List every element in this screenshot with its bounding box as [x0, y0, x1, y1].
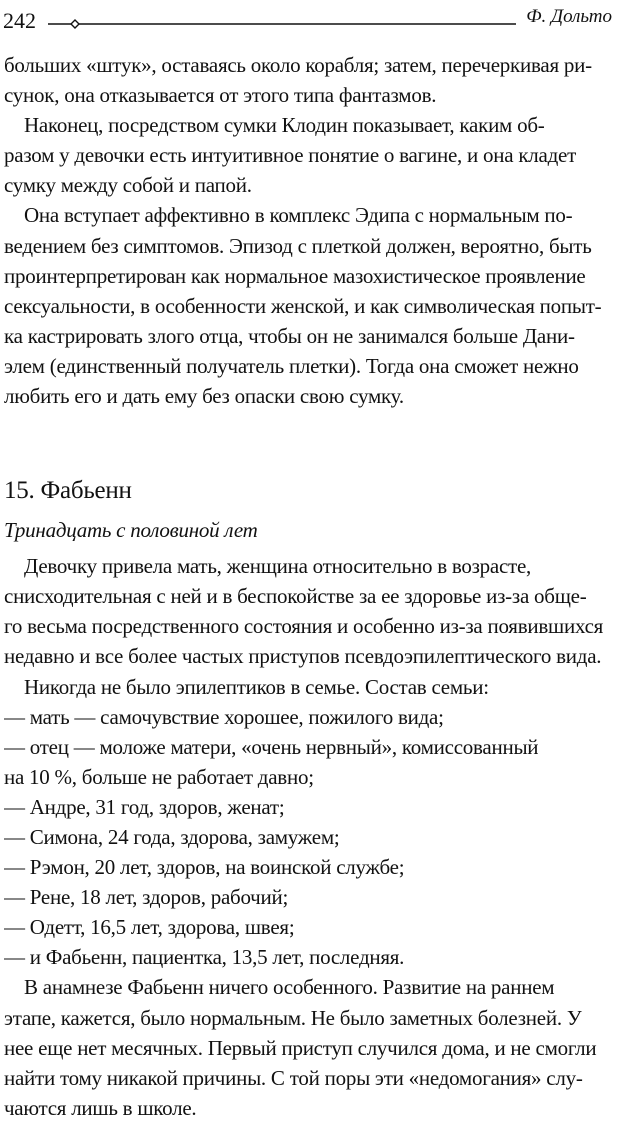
text-line: сексуальности, в особенности женской, и как символическая попыт-	[4, 293, 602, 318]
text-line: го весьма посредственного состояния и особенно из-за появившихся	[4, 614, 604, 639]
page-header	[0, 0, 620, 40]
text-line: найти тому никакой причины. С той поры эти «недомогания» слу-	[4, 1065, 583, 1090]
list-item: — Симона, 24 года, здорова, замужем;	[4, 824, 340, 849]
paragraph-block-2	[4, 551, 616, 1123]
section-heading: 15. Фабьенн	[4, 477, 132, 505]
text-line: Никогда не было эпилептиков в семье. Состав семьи:	[24, 674, 489, 699]
text-line: В анамнезе Фабьенн ничего особенного. Развитие на раннем	[24, 975, 555, 1000]
list-item: — мать — самочувствие хорошее, пожилого вида;	[4, 704, 444, 729]
text-line: любить его и дать ему без опаски свою сумку.	[4, 384, 404, 409]
text-line: этапе, кажется, было нормальным. Не было заметных болезней. У	[4, 1005, 582, 1030]
text-line: на 10 %, больше не работает давно;	[4, 764, 314, 789]
text-line: элем (единственный получатель плетки). Тогда она сможет нежно	[4, 353, 579, 378]
text-line: Девочку привела мать, женщина относительно в возрасте,	[24, 554, 532, 579]
text-line: ка кастрировать злого отца, чтобы он не занимался больше Дани-	[4, 323, 575, 348]
paragraph-block-1	[4, 50, 616, 411]
header-rule	[48, 18, 516, 30]
page-number: 242	[3, 8, 36, 33]
diamond-ornament-icon	[71, 20, 79, 28]
text-line: нее еще нет месячных. Первый приступ случился дома, и не смогли	[4, 1035, 597, 1060]
text-line: ведением без симптомов. Эпизод с плеткой должен, вероятно, быть	[4, 233, 592, 258]
text-line: проинтерпретирован как нормальное мазохистическое проявление	[4, 263, 586, 288]
body-text	[4, 50, 616, 1123]
text-line: недавно и все более частых приступов псевдоэпилептического вида.	[4, 644, 602, 669]
list-item: — Андре, 31 год, здоров, женат;	[4, 794, 285, 819]
section-subheading: Тринадцать с половиной лет	[4, 518, 258, 543]
text-line: больших «штук», оставаясь около корабля; затем, перечеркивая ри-	[4, 53, 592, 77]
list-item: — отец — моложе матери, «очень нервный», комиссованный	[4, 734, 539, 759]
list-item: — и Фабьенн, пациентка, 13,5 лет, последняя.	[4, 945, 405, 970]
text-line: сумку между собой и папой.	[4, 173, 252, 198]
text-line: разом у девочки есть интуитивное понятие о вагине, и она кладет	[4, 143, 577, 168]
list-item: — Одетт, 16,5 лет, здорова, швея;	[4, 915, 295, 940]
section-spacer	[4, 411, 616, 473]
text-line: снисходительная с ней и в беспокойстве за ее здоровье из-за обще-	[4, 584, 587, 609]
text-line: чаются лишь в школе.	[4, 1095, 197, 1120]
text-line: Наконец, посредством сумки Клодин показывает, каким об-	[24, 113, 545, 138]
running-head-author: Ф. Дольто	[526, 6, 612, 27]
text-line: сунок, она отказывается от этого типа фантазмов.	[4, 83, 437, 108]
list-item: — Рэмон, 20 лет, здоров, на воинской службе;	[4, 855, 405, 880]
text-line: Она вступает аффективно в комплекс Эдипа с нормальным по-	[24, 203, 573, 228]
list-item: — Рене, 18 лет, здоров, рабочий;	[4, 885, 289, 910]
